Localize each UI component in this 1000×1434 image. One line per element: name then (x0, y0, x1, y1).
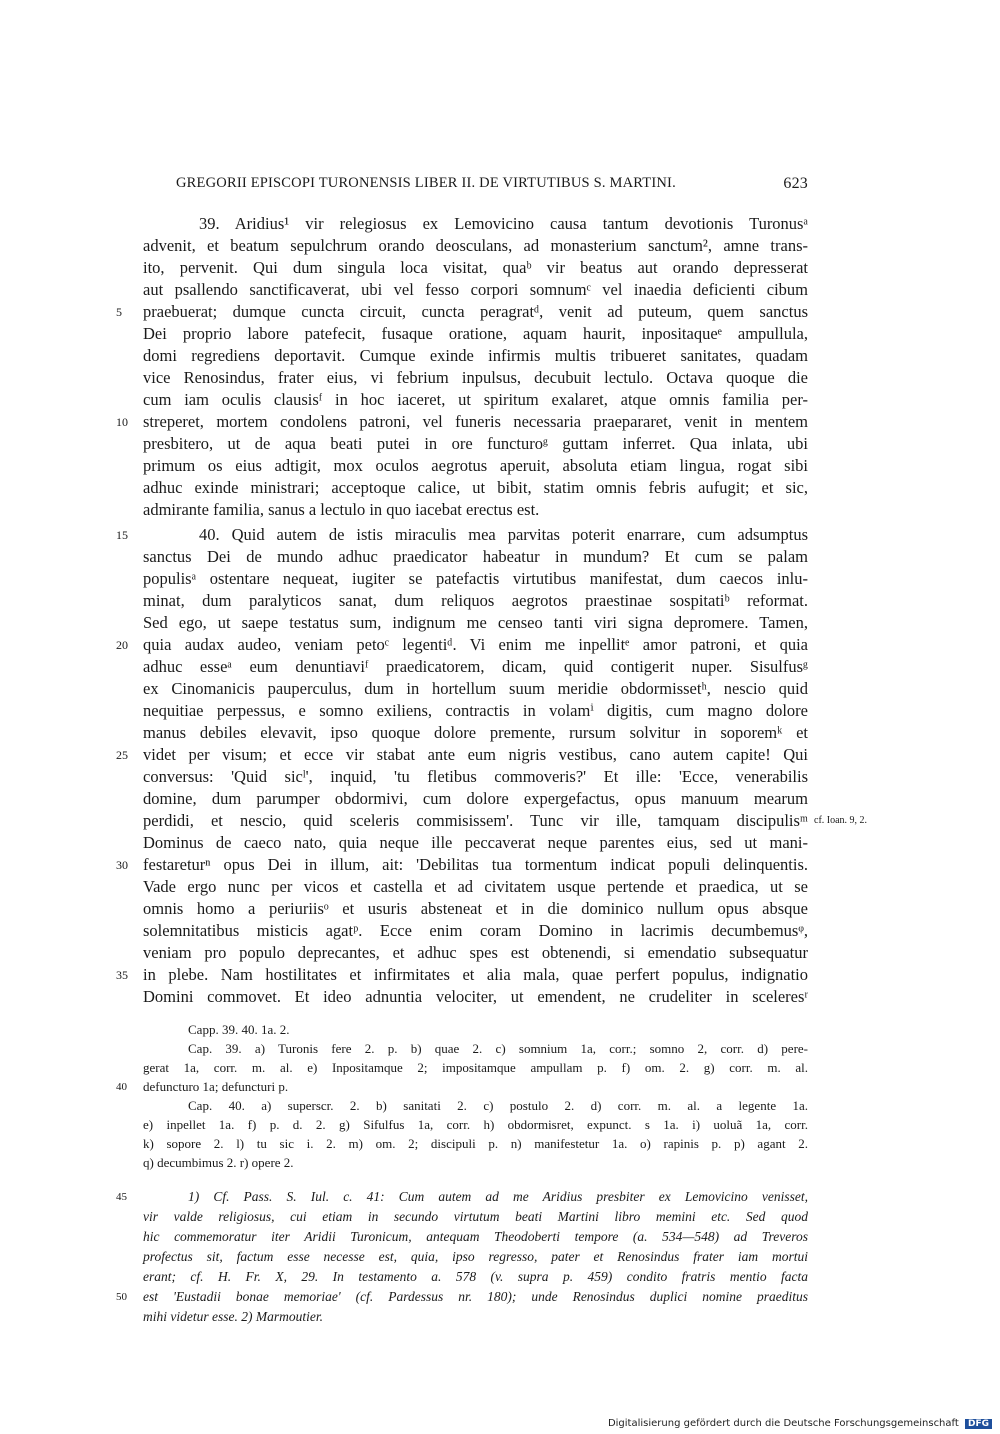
line-number: 30 (116, 858, 128, 872)
text-line: 40. Quid autem de istis miraculis mea parvitas poterit enarrare, cum adsumptus (199, 525, 808, 544)
dfg-logo: DFG (965, 1419, 992, 1429)
line-number: 20 (116, 638, 128, 652)
line-number: 15 (116, 528, 128, 542)
line-number: 5 (116, 305, 122, 319)
text-line: nequitiae perpessus, e somno exiliens, contractis in volamⁱ digitis, cum magno dolore (143, 701, 808, 720)
text-line: ex Cinomanicis pauperculus, dum in hortellum suum meridie obdormissetʰ, nescio quid (143, 679, 808, 698)
digitization-credit (608, 1418, 992, 1429)
text-line: adhuc esseᵃ eum denuntiaviᶠ praedicatorem, dicam, quid contigerit nuper. Sisulfusᵍ (143, 657, 808, 676)
text-line: streperet, mortem condolens patroni, vel funeris necessaria praepararet, venit in mentem (143, 412, 808, 431)
text-line: primum os eius adtigit, mox oculos aegrotus aperuit, absoluta etiam lingua, rogat sibi (143, 456, 808, 475)
line-number: 50 (116, 1291, 127, 1303)
apparatus-line: Cap. 39. a) Turonis fere 2. p. b) quae 2. c) somnium 1a, corr.; somno 2, corr. d) pere- (188, 1041, 808, 1056)
line-number: 35 (116, 968, 128, 982)
text-line: manus debiles elevavit, ipso quoque dolore premente, rursum solvitur in soporemᵏ et (143, 723, 808, 742)
text-line: in plebe. Nam hostilitates et infirmitates et alia mala, quae perfert populus, indignatio (143, 965, 808, 984)
text-line: presbitero, ut de aqua beati putei in ore functuroᵍ guttam inferret. Qua inlata, ubi (143, 434, 808, 453)
text-line: Sed ego, ut saepe testatus sum, indignum me censeo tanti viri signa depromere. Tamen, (143, 613, 808, 632)
text-line: festareturⁿ opus Dei in illum, ait: 'Debilitas tua tormentum indicat populi delinquentis. (143, 855, 808, 874)
line-number: 10 (116, 415, 128, 429)
text-line: aut psallendo sanctificaverat, ubi vel fesso corpori somnumᶜ vel inaedia deficienti cibum (143, 280, 808, 299)
margin-reference: cf. Ioan. 9, 2. (814, 815, 868, 826)
apparatus-line: k) sopore 2. l) tu sic i. 2. m) om. 2; discipuli p. n) manifestetur 1a. o) rapinis p. p) agant 2. (143, 1136, 808, 1151)
credit-text: Digitalisierung gefördert durch die Deutsche Forschungsgemeinschaft (607, 1418, 959, 1429)
text-line: Vade ergo nunc per vicos et castella et ad civitatem usque pertende et praedica, ut se (143, 877, 808, 896)
text-line: omnis homo a periuriisᵒ et usuris absteneat et in die dominico nullum opus absque (143, 899, 808, 918)
running-title: GREGORII EPISCOPI TURONENSIS LIBER II. DE VIRTUTIBUS S. MARTINI. (176, 175, 676, 191)
apparatus-line: defuncturo 1a; defuncturi p. (143, 1079, 289, 1094)
note-line: vir valde religiosus, cui etiam in secundo virtutum beati Martini libro memini etc. Sed quod (143, 1209, 808, 1224)
line-number: 40 (116, 1081, 127, 1093)
text-line: sanctus Dei de mundo adhuc praedicator habeatur in mundum? Et cum se palam (143, 547, 808, 566)
text-line: conversus: 'Quid sicˡ', inquid, 'tu fletibus commoveris?' Et ille: 'Ecce, venerabilis (143, 767, 808, 786)
apparatus-line: Capp. 39. 40. 1a. 2. (188, 1022, 290, 1037)
text-line: domine, dum parumper obdormivi, cum dolore expergefactus, opus manuum mearum (143, 789, 808, 808)
apparatus-line: e) inpellet 1a. f) p. d. 2. g) Sifulfus 1a, corr. h) obdormisret, expunct. s 1a. i) uoluã 1a, corr. (143, 1117, 808, 1132)
text-line: solemnitatibus misticis agatᵖ. Ecce enim coram Domino in lacrimis decumbemusᵠ, (143, 921, 808, 940)
text-line: 39. Aridius¹ vir relegiosus ex Lemovicino causa tantum devotionis Turonusᵃ (199, 214, 808, 233)
text-line: Dei proprio labore patefecit, fusaque oratione, aquam haurit, inpositaqueᵉ ampullula, (143, 324, 808, 343)
text-line: minat, dum paralyticos sanat, dum reliquos aegrotos praestinae sospitatiᵇ reformat. (143, 591, 808, 610)
note-line: est 'Eustadii bonae memoriae' (cf. Pardessus nr. 180); unde Renosindus duplici nomine praeditus (143, 1289, 808, 1304)
text-line: populisᵃ ostentare nequeat, iugiter se patefactis virtutibus manifestat, dum caecos inlu- (143, 569, 808, 588)
text-line: advenit, et beatum sepulchrum orando deosculans, ad monasterium sanctum², amne trans- (143, 236, 808, 255)
text-line: domi regrediens deportavit. Cumque exinde infirmis multis tribueret sanitates, quadam (143, 346, 808, 365)
note-line: 1) Cf. Pass. S. Iul. c. 41: Cum autem ad me Aridius presbiter ex Lemovicino venisset, (188, 1189, 808, 1204)
apparatus-line: q) decumbimus 2. r) opere 2. (143, 1155, 294, 1170)
text-line: Domini commovet. Et ideo adnuntia velociter, ut emendent, ne crudeliter in sceleresʳ (143, 987, 808, 1006)
note-line: mihi videtur esse. 2) Marmoutier. (143, 1309, 323, 1324)
note-line: hic commemoratur iter Aridii Turonicum, antequam Theodoberti tempore (a. 534—548) ad Treveros (143, 1229, 808, 1244)
page-number: 623 (783, 175, 808, 192)
note-line: erant; cf. H. Fr. X, 29. In testamento a. 578 (v. supra p. 459) condito fratris mentio facta (143, 1269, 808, 1284)
text-line: videt per visum; et ecce vir stabat ante eum nigris vestibus, cano autem capite! Qui (143, 745, 808, 764)
apparatus-line: Cap. 40. a) superscr. 2. b) sanitati 2. c) postulo 2. d) corr. m. al. a legente 1a. (188, 1098, 808, 1113)
text-line: quia audax audeo, veniam petoᶜ legentiᵈ. Vi enim me inpellitᵉ amor patroni, et quia (143, 635, 808, 654)
text-line: vice Renosindus, frater eius, vi febrium inpulsus, decubuit lectulo. Octava quoque die (143, 368, 808, 387)
line-number: 25 (116, 748, 128, 762)
text-line: perdidi, et nescio, quid sceleris commisissem'. Tunc vir ille, tamquam discipulisᵐ (143, 811, 808, 830)
text-line: veniam pro populo deprecantes, et adhuc spes est obtenendi, si emendatio subsequatur (143, 943, 808, 962)
note-line: profectus sit, factum esse necesse est, quia, ipso regresso, pater et Renosindus frater iam mortui (143, 1249, 808, 1264)
line-number: 45 (116, 1191, 127, 1203)
apparatus-line: gerat 1a, corr. m. al. e) Inpositamque 2; impositamque ampullam p. f) om. 2. g) corr. m. al. (143, 1060, 808, 1075)
text-line: Dominus de caeco nato, quia neque ille peccaverat neque parentes eius, sed ut mani- (143, 833, 808, 852)
text-line: praebuerat; dumque cuncta circuit, cuncta peragratᵈ, venit ad puteum, quem sanctus (143, 302, 808, 321)
text-line: admirante familia, sanus a lectulo in quo iacebat erectus est. (143, 500, 540, 519)
text-line: cum iam oculis clausisᶠ in hoc iaceret, ut spiritum exalaret, atque omnis familia per- (143, 390, 808, 409)
text-line: adhuc exinde ministrari; acceptoque calice, ut bibit, statim omnis febris aufugit; et sic, (143, 478, 808, 497)
text-line: ito, pervenit. Qui dum singula loca visitat, quaᵇ vir beatus aut orando depresserat (143, 258, 808, 277)
